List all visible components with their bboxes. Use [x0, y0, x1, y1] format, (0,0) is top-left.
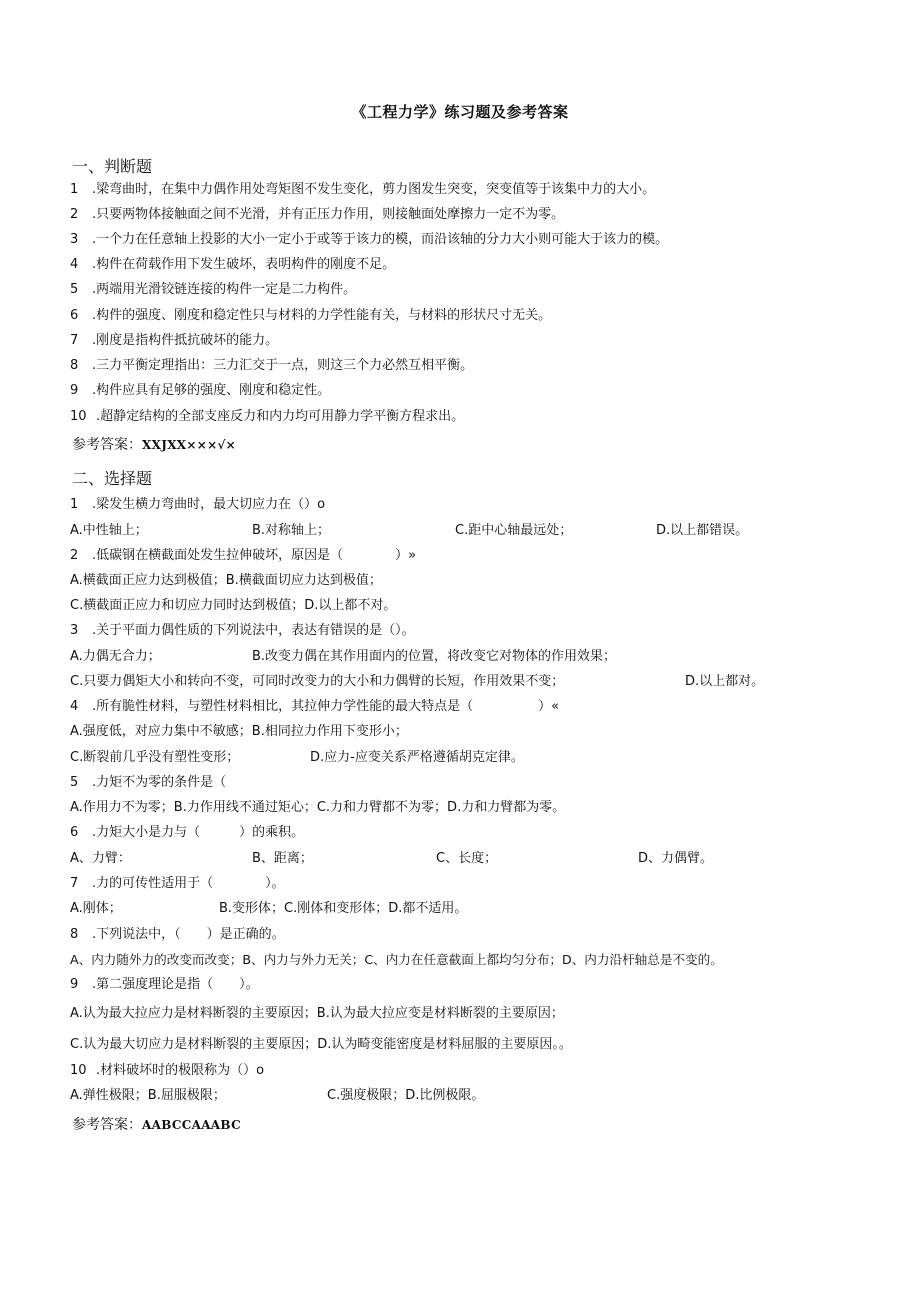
option-a: A.中性轴上； [70, 523, 148, 538]
item-text: .梁弯曲时，在集中力偶作用处弯矩图不发生变化，剪力图发生突变，突变值等于该集中力的大小。 [92, 182, 656, 197]
question-number: 5 [70, 775, 79, 790]
question-stem [70, 774, 226, 792]
judgement-item [70, 231, 668, 249]
question-number: 8 [70, 927, 79, 942]
document-title: 《工程力学》练习题及参考答案 [351, 103, 569, 121]
item-text: .只要两物体接触面之间不光滑，并有正压力作用，则接触面处摩擦力一定不为零。 [92, 207, 565, 222]
item-number: 6 [70, 308, 79, 323]
question-stem [70, 824, 304, 842]
option-line: A.强度低，对应力集中不敏感；B.相同拉力作用下变形小； [70, 724, 408, 739]
judgement-item [70, 307, 551, 325]
item-number: 5 [70, 282, 79, 297]
item-number: 2 [70, 207, 79, 222]
question-number: 6 [70, 825, 79, 840]
item-number: 7 [70, 333, 79, 348]
option-d: D.以上都错误。 [656, 523, 749, 538]
question-text: .第二强度理论是指（ ）。 [92, 977, 259, 992]
question-stem [70, 496, 325, 514]
option-c: C.断裂前几乎没有塑性变形； [70, 750, 240, 765]
choice-answer [72, 1114, 241, 1134]
question-stem [70, 622, 415, 640]
item-number: 9 [70, 383, 79, 398]
question-number: 9 [70, 977, 79, 992]
judgement-item [70, 256, 395, 274]
question-text: .低碳钢在横截面处发生拉伸破坏，原因是（ ）» [92, 548, 417, 563]
item-text: .构件在荷载作用下发生破坏，表明构件的刚度不足。 [92, 257, 396, 272]
question-number: 7 [70, 876, 79, 891]
question-stem [70, 976, 259, 994]
item-text: .一个力在任意轴上投影的大小一定小于或等于该力的模，而沿该轴的分力大小则可能大于该力的模。 [92, 232, 669, 247]
judgement-item [70, 206, 564, 224]
judgement-item [70, 281, 356, 299]
judgement-item [70, 357, 473, 375]
judgement-item [70, 408, 464, 426]
question-text: .材料破坏时的极限称为（）o [96, 1063, 265, 1078]
item-number: 10 [70, 409, 87, 424]
question-text: .所有脆性材料，与塑性材料相比，其拉伸力学性能的最大特点是（ ）« [92, 699, 560, 714]
item-text: .构件应具有足够的强度、刚度和稳定性。 [92, 383, 331, 398]
question-stem [70, 1062, 264, 1080]
option-line: A.横截面正应力达到极值；B.横截面切应力达到极值； [70, 573, 382, 588]
section-heading-choice: 二、选择题 [72, 469, 153, 488]
answer-key: XXJXX×××√× [142, 438, 237, 452]
option-bcd: B.变形体；C.刚体和变形体；D.都不适用。 [219, 901, 468, 916]
item-text: .三力平衡定理指出：三力汇交于一点，则这三个力必然互相平衡。 [92, 358, 474, 373]
option-cd: C.强度极限；D.比例极限。 [327, 1088, 485, 1103]
option-line: A.认为最大拉应力是材料断裂的主要原因；B.认为最大拉应变是材料断裂的主要原因； [70, 1006, 564, 1021]
answer-label: 参考答案： [72, 1117, 142, 1133]
option-line: C.横截面正应力和切应力同时达到极值；D.以上都不对。 [70, 598, 397, 613]
option-c: C、长度； [436, 851, 498, 866]
question-stem [70, 547, 416, 565]
item-number: 4 [70, 257, 79, 272]
option-c: C.距中心轴最远处； [455, 523, 573, 538]
judgement-item [70, 181, 655, 199]
item-number: 3 [70, 232, 79, 247]
option-a: A.刚体； [70, 901, 122, 916]
answer-label: 参考答案： [72, 437, 142, 453]
option-line: A、内力随外力的改变而改变；B、内力与外力无关；C、内力在任意截面上都均匀分布；D、内力沿杆轴总是不变的。 [70, 952, 723, 967]
option-b: B、距离； [252, 851, 313, 866]
question-text: .力的可传性适用于（ ）。 [92, 876, 285, 891]
option-d: D.以上都对。 [685, 674, 765, 689]
option-b: B.对称轴上； [252, 523, 331, 538]
question-stem [70, 875, 285, 893]
question-number: 2 [70, 548, 79, 563]
judgement-item [70, 332, 278, 350]
item-number: 1 [70, 182, 79, 197]
option-a: A.力偶无合力； [70, 649, 161, 664]
item-text: .构件的强度、刚度和稳定性只与材料的力学性能有关，与材料的形状尺寸无关。 [92, 308, 552, 323]
item-text: .刚度是指构件抵抗破坏的能力。 [92, 333, 279, 348]
item-text: .超静定结构的全部支座反力和内力均可用静力学平衡方程求出。 [96, 409, 465, 424]
item-number: 8 [70, 358, 79, 373]
item-text: .两端用光滑铰链连接的构件一定是二力构件。 [92, 282, 357, 297]
question-number: 10 [70, 1063, 87, 1078]
option-a: A、力臂： [70, 851, 131, 866]
question-text: .下列说法中，（ ）是正确的。 [92, 927, 285, 942]
option-line: A.作用力不为零；B.力作用线不通过矩心；C.力和力臂都不为零；D.力和力臂都为零。 [70, 800, 566, 815]
section-heading-judgement: 一、判断题 [72, 157, 153, 176]
question-text: .梁发生横力弯曲时，最大切应力在（）o [92, 497, 326, 512]
option-ab: A.弹性极限；B.屈服极限； [70, 1088, 226, 1103]
question-number: 4 [70, 699, 79, 714]
question-text: .力矩大小是力与（ ）的乘积。 [92, 825, 305, 840]
judgement-item [70, 382, 330, 400]
question-stem [70, 926, 285, 944]
question-number: 3 [70, 623, 79, 638]
judgement-answer [72, 434, 236, 454]
option-d: D.应力-应变关系严格遵循胡克定律。 [310, 750, 524, 765]
option-d: D、力偶臂。 [638, 851, 714, 866]
question-stem [70, 698, 559, 716]
answer-key: AABCCAAABC [142, 1118, 241, 1132]
option-line: C.认为最大切应力是材料断裂的主要原因；D.认为畸变能密度是材料屈服的主要原因。。 [70, 1037, 572, 1052]
option-b: B.改变力偶在其作用面内的位置，将改变它对物体的作用效果； [252, 649, 617, 664]
option-c: C.只要力偶矩大小和转向不变，可同时改变力的大小和力偶臂的长短，作用效果不变； [70, 674, 565, 689]
question-text: .关于平面力偶性质的下列说法中，表达有错误的是（）。 [92, 623, 415, 638]
question-number: 1 [70, 497, 79, 512]
question-text: .力矩不为零的条件是（ [92, 775, 227, 790]
